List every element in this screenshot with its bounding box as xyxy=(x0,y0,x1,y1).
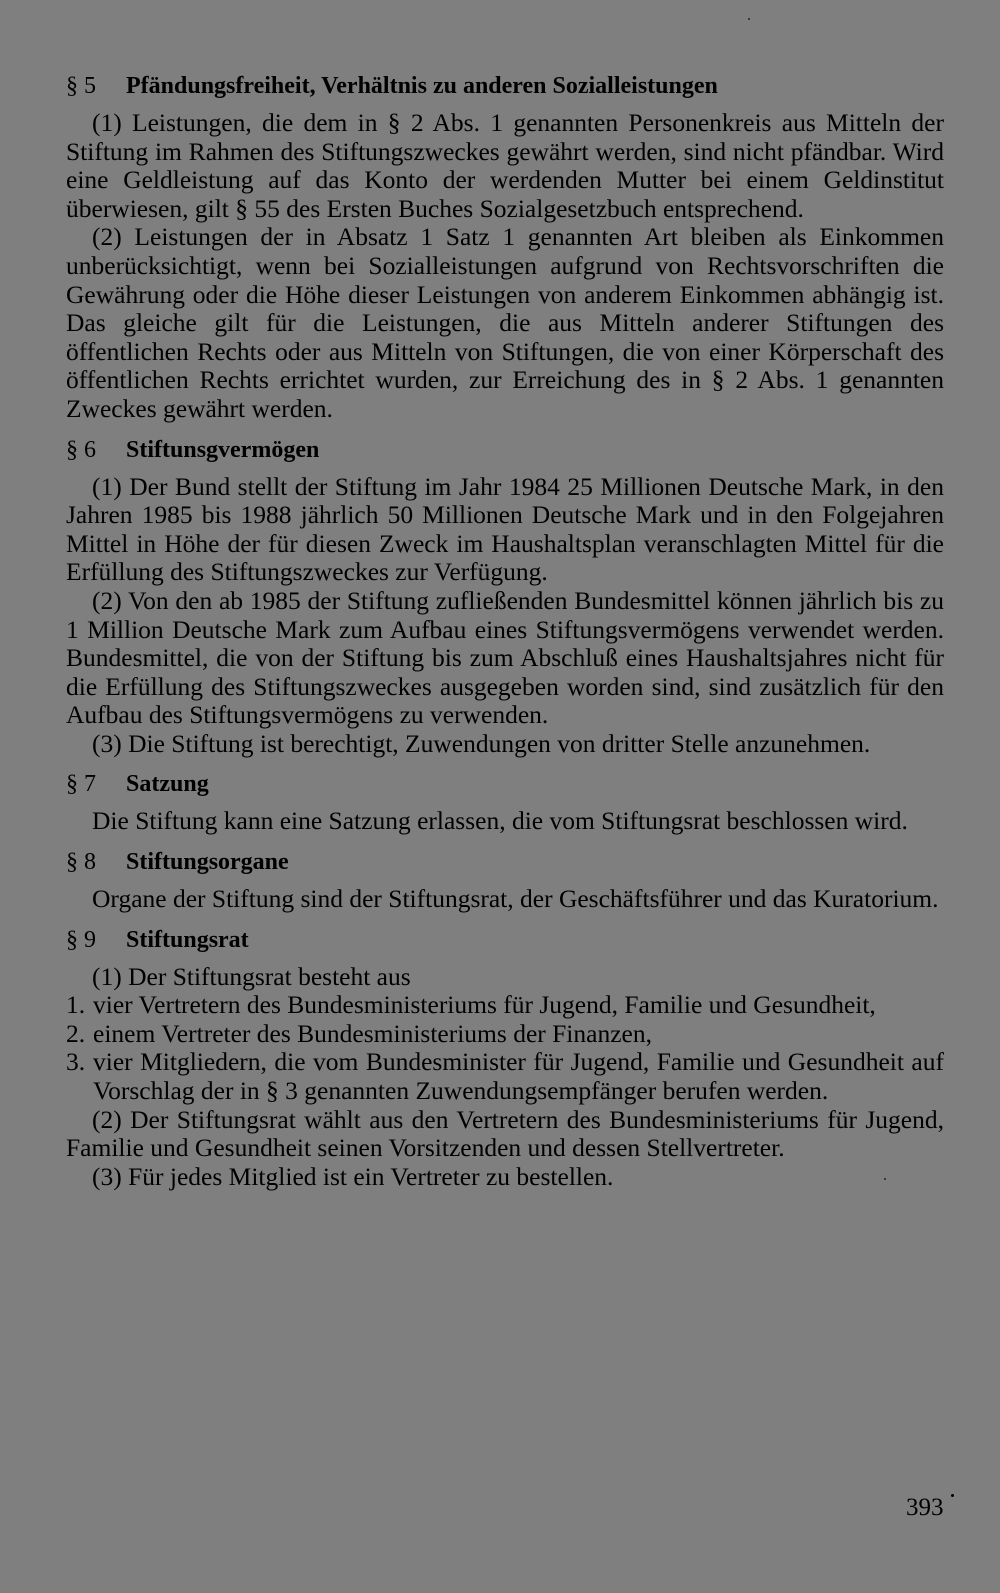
section-title: Stiftungsrat xyxy=(126,926,249,953)
paragraph: (2) Leistungen der in Absatz 1 Satz 1 genannten Art bleiben als Einkommen unberücksichtigt, wenn bei Sozialleistungen aufgrund von Rechtsvorschriften die Gewährung oder die Höhe dieser Leistungen von anderem Einkommen abhängig ist. Das gleiche gilt für die Leistungen, die aus Mitteln anderer Stiftungen des öffentlichen Rechts oder aus Mitteln von Stiftungen, die von einer Körperschaft des öffentlichen Rechts errichtet wurden, zur Erreichung des in § 2 Abs. 1 genannten Zweckes gewährt werden. xyxy=(66,222,944,423)
section-number: § 5 xyxy=(66,73,96,99)
section-title: Pfändungsfreiheit, Verhältnis zu anderen Sozialleistungen xyxy=(126,73,718,99)
list-item-text: einem Vertreter des Bundesministeriums der Finanzen, xyxy=(93,1018,652,1048)
scan-speck xyxy=(884,1178,886,1180)
list-item-text: vier Vertretern des Bundesministeriums für Jugend, Familie und Gesundheit, xyxy=(93,990,876,1020)
list-item xyxy=(66,1020,944,1049)
list-item xyxy=(66,991,944,1020)
section-9 xyxy=(66,926,944,1192)
paragraph: (3) Für jedes Mitglied ist ein Vertreter zu bestellen. xyxy=(92,1161,614,1191)
section-heading xyxy=(66,848,944,877)
section-number: § 7 xyxy=(66,771,96,798)
paragraph: Die Stiftung kann eine Satzung erlassen, die vom Stiftungsrat beschlossen wird. xyxy=(92,806,908,836)
section-7 xyxy=(66,770,944,836)
list-marker: 1. xyxy=(66,990,86,1020)
list-item-text: vier Mitgliedern, die vom Bundesminister für Jugend, Familie und Gesundheit auf Vorschlag der in § 3 genannten Zuwendungsempfänger berufen werden. xyxy=(93,1047,944,1106)
section-8 xyxy=(66,848,944,914)
member-list xyxy=(66,991,944,1105)
section-6 xyxy=(66,436,944,759)
section-heading xyxy=(66,770,944,799)
document-page xyxy=(66,72,944,1203)
list-marker: 3. xyxy=(66,1047,86,1077)
paragraph: (2) Der Stiftungsrat wählt aus den Vertretern des Bundesministeriums für Jugend, Familie und Gesundheit seinen Vorsitzenden und dessen Stellvertreter. xyxy=(66,1104,944,1163)
section-5 xyxy=(66,72,944,424)
paragraph: Organe der Stiftung sind der Stiftungsrat, der Geschäftsführer und das Kuratorium. xyxy=(92,884,939,914)
paragraph: (2) Von den ab 1985 der Stiftung zufließenden Bundesmittel können jährlich bis zu 1 Million Deutsche Mark zum Aufbau eines Stiftungsvermögens verwendet werden. Bundesmittel, die von der Stiftung bis zum Abschluß eines Haushaltsjahres nicht für die Erfüllung des Stiftungszweckes ausgegeben worden sind, sind zusätzlich für den Aufbau des Stiftungsvermögens zu verwenden. xyxy=(66,585,944,730)
section-heading xyxy=(66,72,944,101)
section-number: § 8 xyxy=(66,849,96,876)
section-heading xyxy=(66,926,944,955)
paragraph: (3) Die Stiftung ist berechtigt, Zuwendungen von dritter Stelle anzunehmen. xyxy=(92,728,871,758)
paragraph: (1) Der Bund stellt der Stiftung im Jahr 1984 25 Millionen Deutsche Mark, in den Jahren 1985 bis 1988 jährlich 50 Millionen Deutsche Mark und in den Folgejahren Mittel in Höhe der für diesen Zweck im Haushaltsplan veranschlagten Mittel für die Erfüllung des Stiftungszweckes zur Verfügung. xyxy=(66,471,944,587)
page-number-dot xyxy=(951,1494,954,1497)
paragraph: (1) Leistungen, die dem in § 2 Abs. 1 genannten Personenkreis aus Mitteln der Stiftung im Rahmen des Stiftungszweckes gewährt werden, sind nicht pfändbar. Wird eine Geldleistung auf das Konto der werdenden Mutter bei einem Geldinstitut überwiesen, gilt § 55 des Ersten Buches Sozialgesetzbuch entsprechend. xyxy=(66,108,944,223)
scan-speck xyxy=(748,18,750,20)
paragraph: (1) Der Stiftungsrat besteht aus xyxy=(92,961,411,991)
list-item xyxy=(66,1048,944,1105)
section-number: § 9 xyxy=(66,926,96,953)
section-heading xyxy=(66,436,944,465)
section-title: Stiftunsgvermögen xyxy=(126,436,320,463)
section-title: Stiftungsorgane xyxy=(126,849,289,876)
section-title: Satzung xyxy=(126,771,209,798)
page-number: 393 xyxy=(906,1494,944,1521)
list-marker: 2. xyxy=(66,1018,86,1048)
section-number: § 6 xyxy=(66,436,96,463)
